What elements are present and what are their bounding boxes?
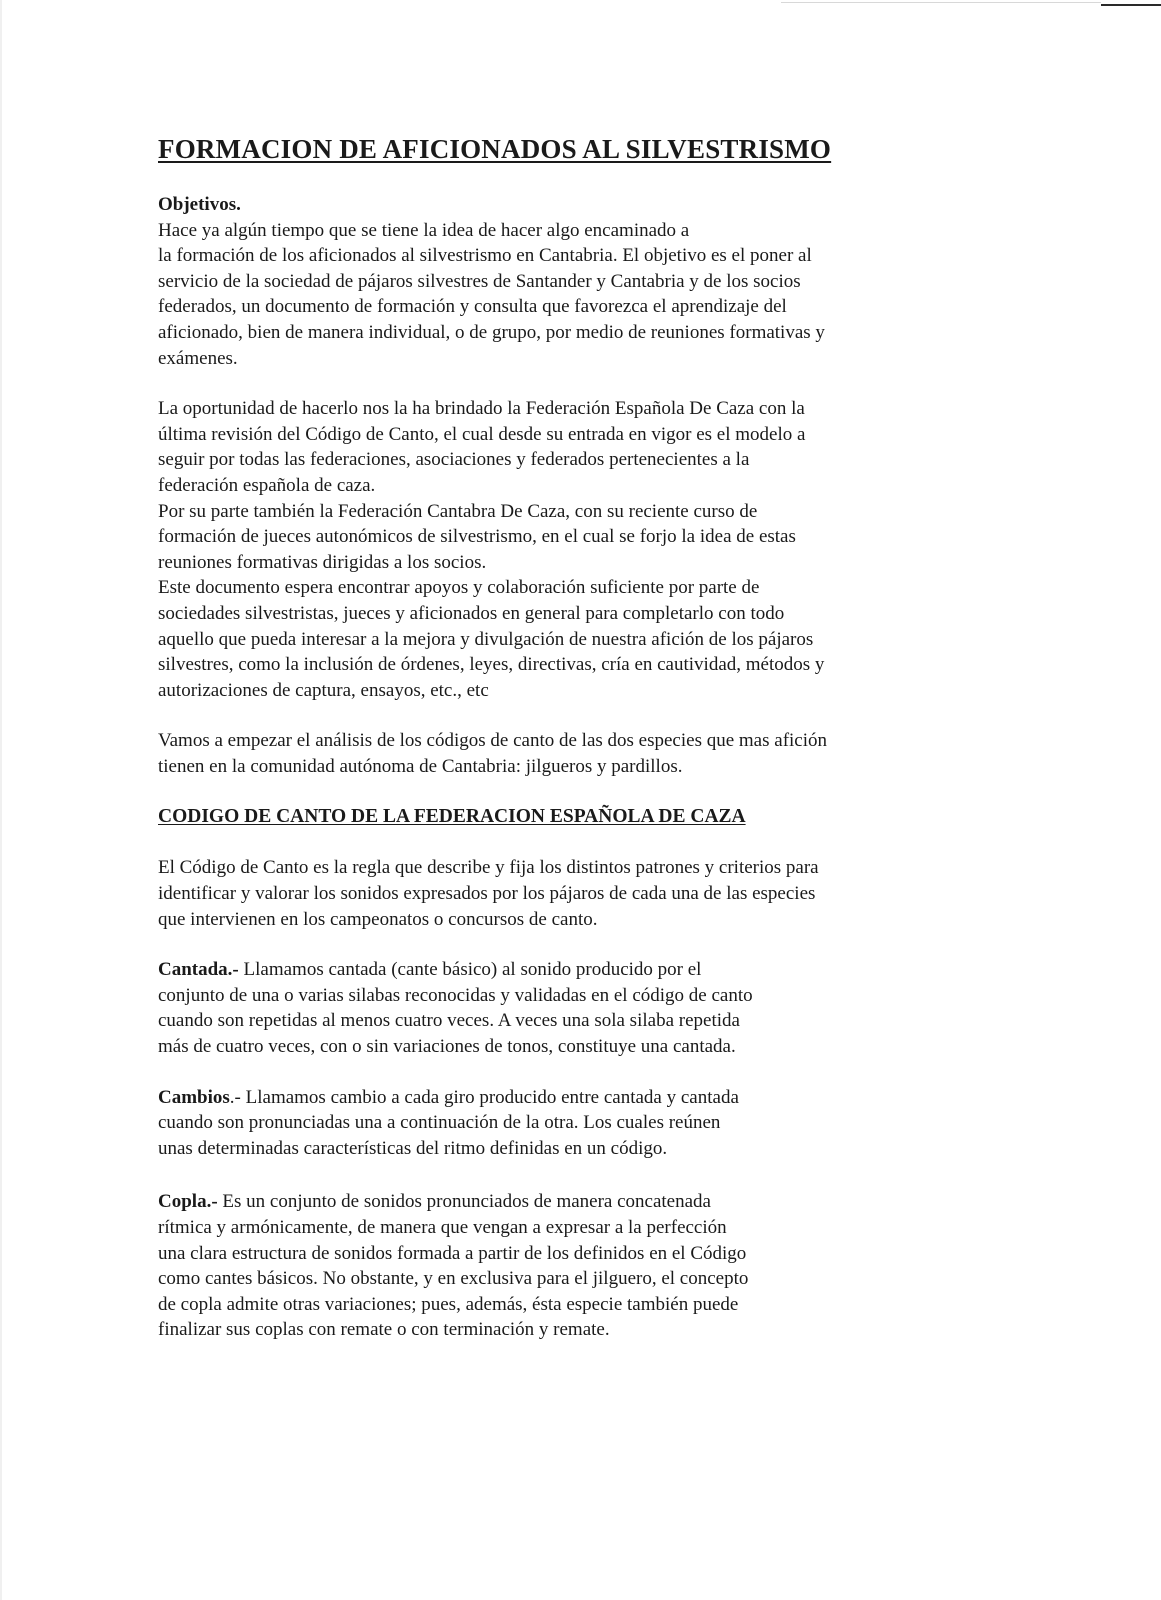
paragraph-line: silvestres, como la inclusión de órdenes, leyes, directivas, cría en cautividad, métodos y [158, 654, 825, 676]
paragraph-line: aficionado, bien de manera individual, o de grupo, por medio de reuniones formativas y [158, 321, 825, 343]
paragraph-line: cuando son pronunciadas una a continuación de la otra. Los cuales reúnen [158, 1112, 721, 1134]
codigo-section [158, 855, 978, 932]
paragraph-line: que intervienen en los campeonatos o concursos de canto. [158, 908, 598, 930]
definition-text: .- Llamamos cambio a cada giro producido entre cantada y cantada [229, 1086, 739, 1108]
paragraph-line: la formación de los aficionados al silvestrismo en Cantabria. El objetivo es el poner al [158, 245, 812, 267]
paragraph-line: Este documento espera encontrar apoyos y colaboración suficiente por parte de [158, 577, 760, 599]
objetivos-section [158, 192, 978, 371]
document-title: FORMACION DE AFICIONADOS AL SILVESTRISMO [158, 134, 832, 164]
spacer [158, 1161, 978, 1189]
paragraph-line: Por su parte también la Federación Cantabra De Caza, con su reciente curso de [158, 500, 758, 522]
codigo-heading: CODIGO DE CANTO DE LA FEDERACION ESPAÑOLA DE CAZA [158, 806, 746, 828]
paragraph-line: finalizar sus coplas con remate o con terminación y remate. [158, 1319, 610, 1341]
copla-term: Copla.- [158, 1191, 218, 1213]
cambios-definition [158, 1085, 978, 1162]
paragraph-line: seguir por todas las federaciones, asociaciones y federados pertenecientes a la [158, 449, 750, 471]
paragraph-line: federación española de caza. [158, 474, 376, 496]
paragraph-line: exámenes. [158, 347, 238, 369]
definition-text: Llamamos cantada (cante básico) al sonido producido por el [238, 959, 702, 981]
paragraph-line: de copla admite otras variaciones; pues, además, ésta especie también puede [158, 1293, 739, 1315]
paragraph-line: Hace ya algún tiempo que se tiene la idea de hacer algo encaminado a [158, 219, 690, 241]
paragraph-line: conjunto de una o varias silabas reconocidas y validadas en el código de canto [158, 984, 753, 1006]
paragraph-line: Vamos a empezar el análisis de los códigos de canto de las dos especies que mas afición [158, 730, 828, 752]
paragraph-line: una clara estructura de sonidos formada a partir de los definidos en el Código [158, 1242, 747, 1264]
cantada-definition [158, 957, 978, 1059]
definition-first-line [158, 1189, 978, 1215]
spacer [158, 1060, 978, 1085]
definition-first-line [158, 1085, 978, 1111]
paragraph-line: federados, un documento de formación y consulta que favorezca el aprendizaje del [158, 296, 787, 318]
paragraph-line: reuniones formativas dirigidas a los socios. [158, 551, 487, 573]
paragraph-line: unas determinadas características del ritmo definidas en un código. [158, 1137, 668, 1159]
paragraph-line: rítmica y armónicamente, de manera que vengan a expresar a la perfección [158, 1217, 727, 1238]
definition-text: Es un conjunto de sonidos pronunciados de manera concatenada [217, 1191, 711, 1213]
paragraph-line: tienen en la comunidad autónoma de Cantabria: jilgueros y pardillos. [158, 755, 683, 777]
spacer [158, 779, 978, 804]
spacer [158, 932, 978, 957]
oportunidad-section [158, 396, 978, 703]
paragraph-line: sociedades silvestristas, jueces y aficionados en general para completarlo con todo [158, 602, 785, 624]
paragraph-line: formación de jueces autonómicos de silvestrismo, en el cual se forjo la idea de estas [158, 526, 796, 548]
document-page [158, 132, 978, 1343]
objetivos-heading: Objetivos. [158, 194, 241, 215]
paragraph-line: como cantes básicos. No obstante, y en exclusiva para el jilguero, el concepto [158, 1268, 749, 1290]
spacer [158, 371, 978, 396]
scan-top-rule [1101, 4, 1161, 6]
scan-left-edge [0, 0, 2, 1600]
paragraph-line: aquello que pueda interesar a la mejora y divulgación de nuestra afición de los pájaros [158, 628, 814, 650]
analisis-section [158, 728, 978, 779]
definition-first-line [158, 957, 978, 983]
paragraph-line: identificar y valorar los sonidos expresados por los pájaros de cada una de las especies [158, 883, 816, 905]
paragraph-line: El Código de Canto es la regla que describe y fija los distintos patrones y criterios para [158, 857, 819, 879]
spacer [158, 830, 978, 855]
scan-edge-mark [781, 2, 1101, 3]
paragraph-line: cuando son repetidas al menos cuatro veces. A veces una sola silaba repetida [158, 1010, 740, 1032]
cantada-term: Cantada.- [158, 959, 239, 981]
copla-definition [158, 1189, 978, 1343]
paragraph-line: autorizaciones de captura, ensayos, etc., etc [158, 679, 489, 701]
paragraph-line: servicio de la sociedad de pájaros silvestres de Santander y Cantabria y de los socios [158, 270, 801, 292]
paragraph-line: La oportunidad de hacerlo nos la ha brindado la Federación Española De Caza con la [158, 398, 805, 420]
cambios-term: Cambios [158, 1086, 230, 1108]
spacer [158, 703, 978, 728]
paragraph-line: última revisión del Código de Canto, el cual desde su entrada en vigor es el modelo a [158, 423, 806, 445]
paragraph-line: más de cuatro veces, con o sin variaciones de tonos, constituye una cantada. [158, 1036, 736, 1058]
